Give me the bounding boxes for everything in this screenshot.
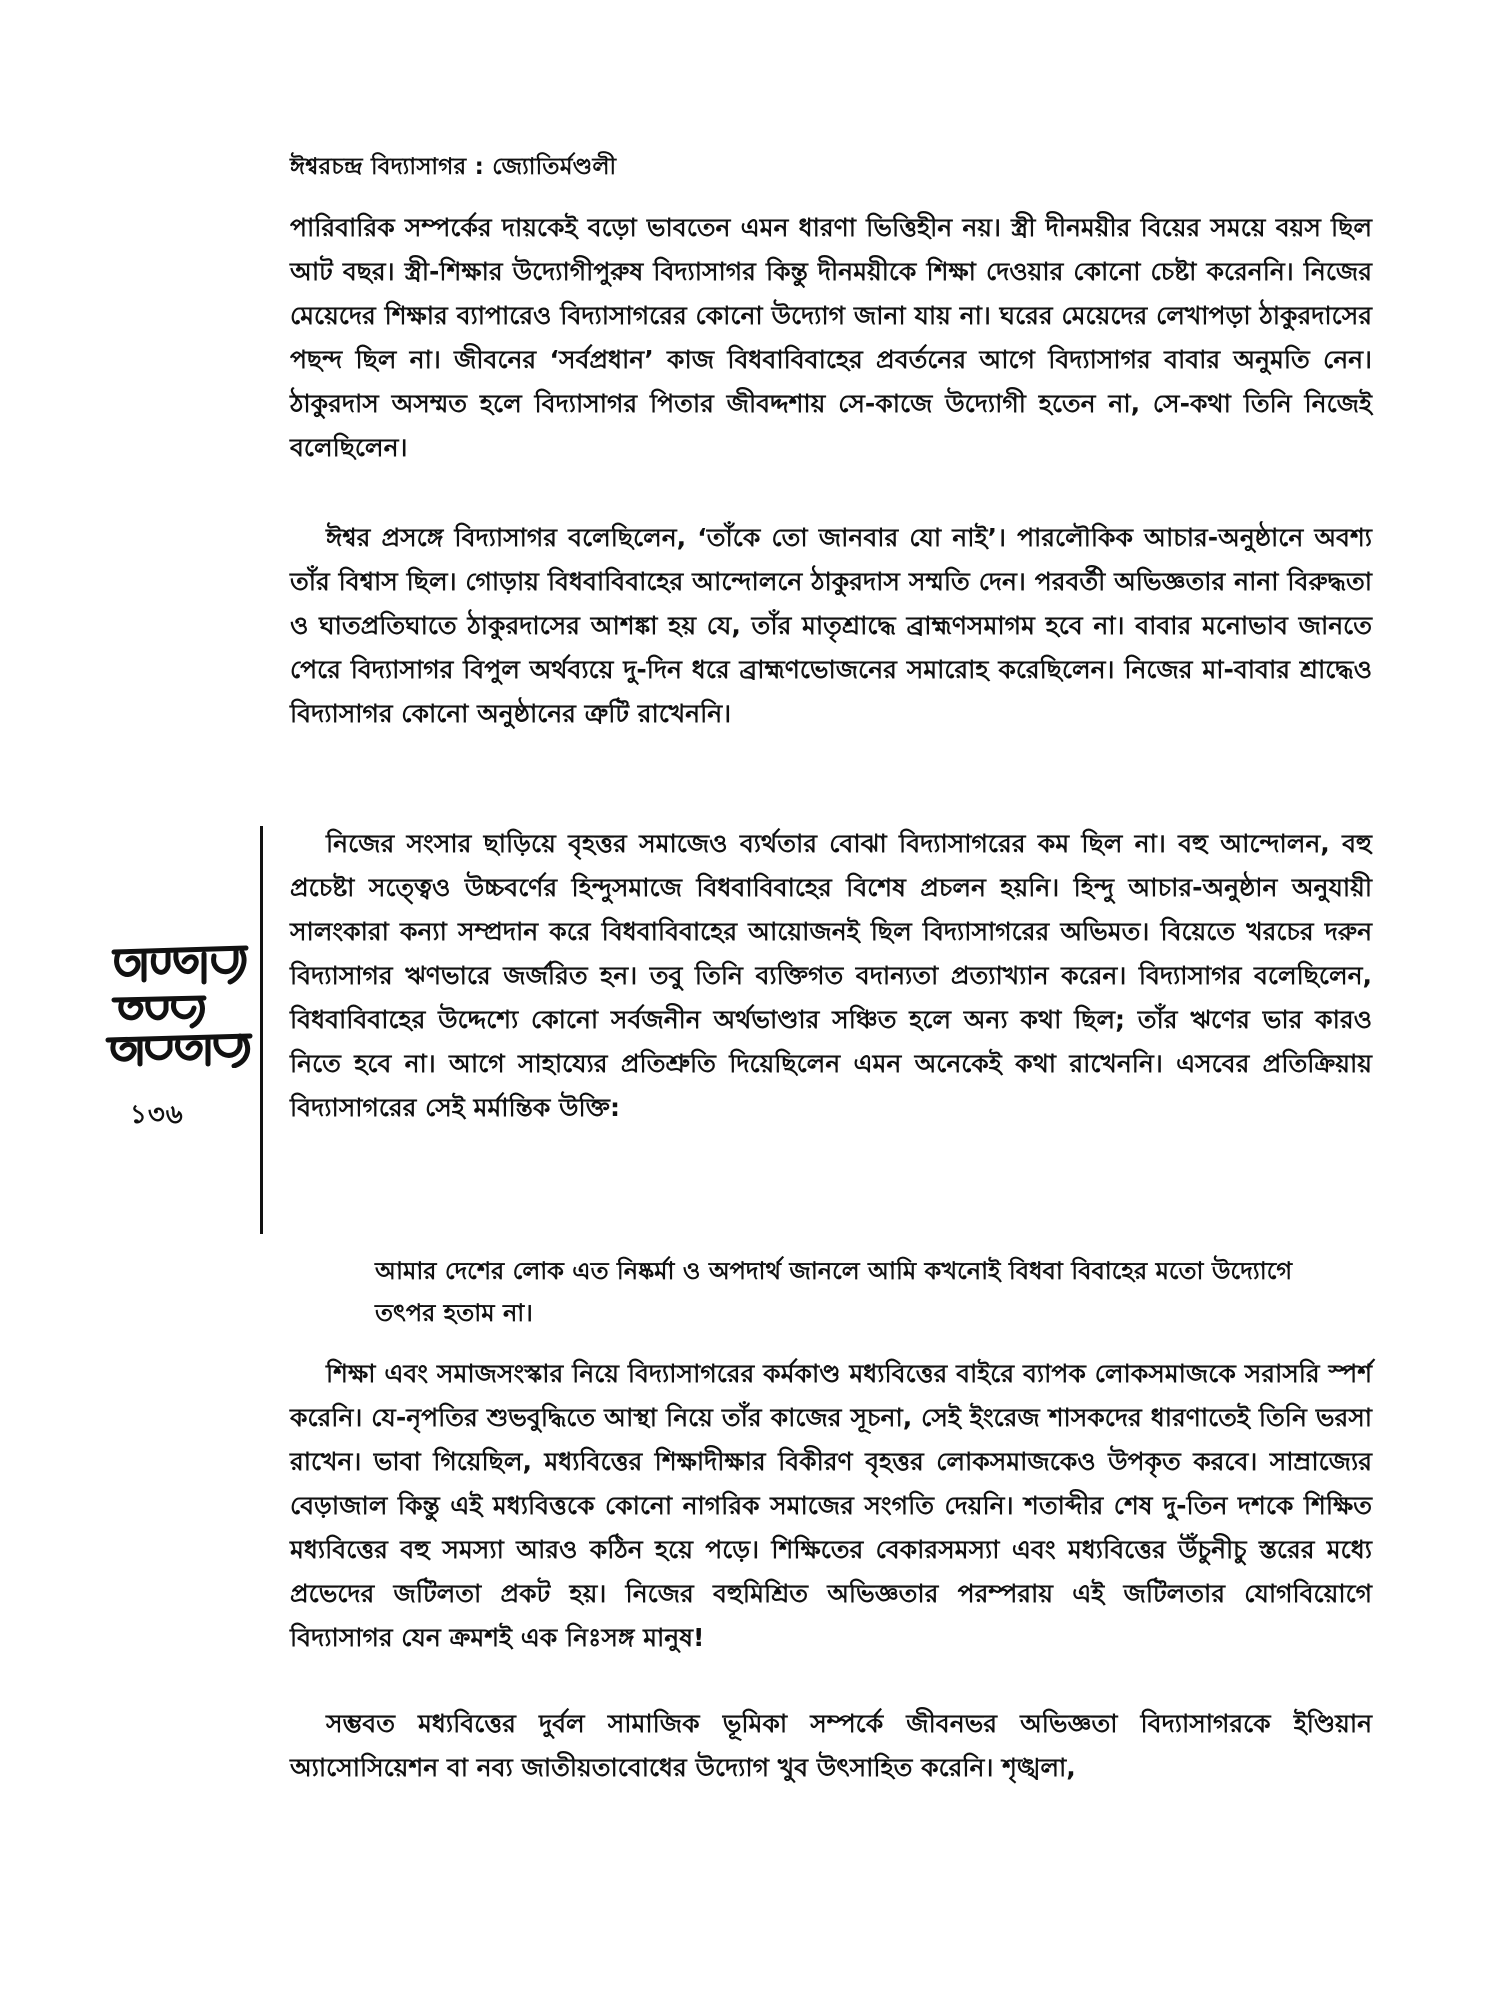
block-quote: আমার দেশের লোক এত নিষ্কর্মা ও অপদার্থ জানলে আমি কখনোই বিধবা বিবাহের মতো উদ্যোগে তৎপর হতাম না। [375,1257,1293,1327]
running-head: ঈশ্বরচন্দ্র বিদ্যাসাগর : জ্যোতির্মণ্ডলী [290,154,617,180]
paragraph-4: শিক্ষা এবং সমাজসংস্কার নিয়ে বিদ্যাসাগরের কর্মকাণ্ড মধ্যবিত্তের বাইরে ব্যাপক লোকসমাজকে সরাসরি স্পর্শ করেনি। যে-নৃপতির শুভবুদ্ধিতে আস্থা নিয়ে তাঁর কাজের সূচনা, সেই ইংরেজ শাসকদের ধারণাতেই তিনি ভরসা রাখেন। ভাবা গিয়েছিল, মধ্যবিত্তের শিক্ষাদীক্ষার বিকীরণ বৃহত্তর লোকসমাজকেও উপকৃত করবে। সাম্রাজ্যের বেড়াজাল কিন্তু এই মধ্যবিত্তকে কোনো নাগরিক সমাজের সংগতি দেয়নি। শতাব্দীর শেষ দু-তিন দশকে শিক্ষিত মধ্যবিত্তের বহু সমস্যা আরও কঠিন হয়ে পড়ে। শিক্ষিতের বেকারসমস্যা এবং মধ্যবিত্তের উঁচুনীচু স্তরের মধ্যে প্রভেদের জটিলতা প্রকট হয়। নিজের বহুমিশ্রিত অভিজ্ঞতার পরম্পরায় এই জটিলতার যোগবিয়োগে বিদ্যাসাগর যেন ক্রমশই এক নিঃসঙ্গ মানুষ! [290,1359,1372,1652]
margin-rule [260,826,263,1234]
paragraph-1: পারিবারিক সম্পর্কের দায়কেই বড়ো ভাবতেন এমন ধারণা ভিত্তিহীন নয়। স্ত্রী দীনময়ীর বিয়ের সময়ে বয়স ছিল আট বছর। স্ত্রী-শিক্ষার উদ্যোগীপুরুষ বিদ্যাসাগর কিন্তু দীনময়ীকে শিক্ষা দেওয়ার কোনো চেষ্টা করেননি। নিজের মেয়েদের শিক্ষার ব্যাপারেও বিদ্যাসাগরের কোনো উদ্যোগ জানা যায় না। ঘরের মেয়েদের লেখাপড়া ঠাকুরদাসের পছন্দ ছিল না। জীবনের ‘সর্বপ্রধান’ কাজ বিধবাবিবাহের প্রবর্তনের আগে বিদ্যাসাগর বাবার অনুমতি নেন। ঠাকুরদাস অসম্মত হলে বিদ্যাসাগর পিতার জীবদ্দশায় সে-কাজে উদ্যোগী হতেন না, সে-কথা তিনি নিজেই বলেছিলেন। [290,213,1372,462]
paragraph-5: সম্ভবত মধ্যবিত্তের দুর্বল সামাজিক ভূমিকা সম্পর্কে জীবনভর অভিজ্ঞতা বিদ্যাসাগরকে ইণ্ডিয়ান অ্যাসোসিয়েশন বা নব্য জাতীয়তাবোধের উদ্যোগ খুব উৎসাহিত করেনি। শৃঙ্খলা, [290,1709,1372,1782]
paragraph-2: ঈশ্বর প্রসঙ্গে বিদ্যাসাগর বলেছিলেন, ‘তাঁকে তো জানবার যো নাই’। পারলৌকিক আচার-অনুষ্ঠানে অবশ্য তাঁর বিশ্বাস ছিল। গোড়ায় বিধবাবিবাহের আন্দোলনে ঠাকুরদাস সম্মতি দেন। পরবর্তী অভিজ্ঞতার নানা বিরুদ্ধতা ও ঘাতপ্রতিঘাতে ঠাকুরদাসের আশঙ্কা হয় যে, তাঁর মাতৃশ্রাদ্ধে ব্রাহ্মণসমাগম হবে না। বাবার মনোভাব জানতে পেরে বিদ্যাসাগর বিপুল অর্থব্যয়ে দু-দিন ধরে ব্রাহ্মণভোজনের সমারোহ করেছিলেন। নিজের মা-বাবার শ্রাদ্ধেও বিদ্যাসাগর কোনো অনুষ্ঠানের ত্রুটি রাখেননি। [290,523,1372,728]
page-number: ১৩৬ [130,1100,184,1130]
paragraph-3: নিজের সংসার ছাড়িয়ে বৃহত্তর সমাজেও ব্যর্থতার বোঝা বিদ্যাসাগরের কম ছিল না। বহু আন্দোলন, বহু প্রচেষ্টা সত্ত্বেও উচ্চবর্ণের হিন্দুসমাজে বিধবাবিবাহের বিশেষ প্রচলন হয়নি। হিন্দু আচার-অনুষ্ঠান অনুযায়ী সালংকারা কন্যা সম্প্রদান করে বিধবাবিবাহের আয়োজনই ছিল বিদ্যাসাগরের অভিমত। বিয়েতে খরচের দরুন বিদ্যাসাগর ঋণভারে জর্জরিত হন। তবু তিনি ব্যক্তিগত বদান্যতা প্রত্যাখ্যান করেন। বিদ্যাসাগর বলেছিলেন, বিধবাবিবাহের উদ্দেশ্যে কোনো সর্বজনীন অর্থভাণ্ডার সঞ্চিত হলে অন্য কথা ছিল; তাঁর ঋণের ভার কারও নিতে হবে না। আগে সাহায্যের প্রতিশ্রুতি দিয়েছিলেন এমন অনেকেই কথা রাখেননি। এসবের প্রতিক্রিয়ায় বিদ্যাসাগরের সেই মর্মান্তিক উক্তি: [290,829,1372,1122]
handwritten-logo-icon [104,938,254,1088]
